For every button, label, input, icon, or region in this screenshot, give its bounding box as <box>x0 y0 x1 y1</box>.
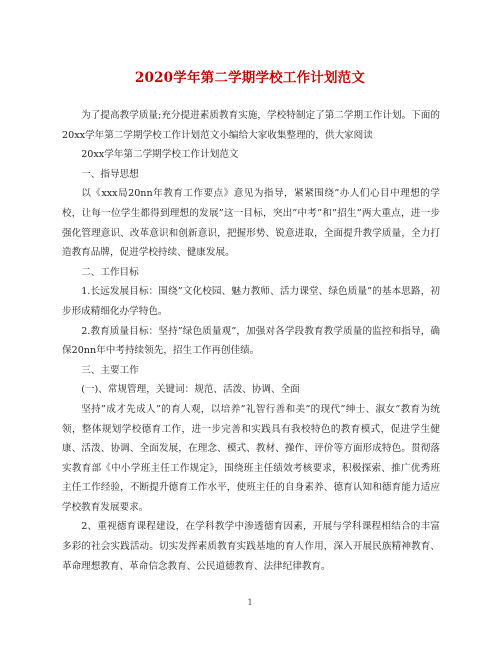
body-paragraph: 坚持”成才先成人”的育人观，以培养”礼智行善和美”的现代”绅士、淑女”教育为统领，整体规划学校德育工作，进一步完善和实践具有我校特色的教育模式，促进学生健康、活泼、协调、全面发展，在理念、模式、教材、操作、评价等方面形成特色。贯彻落实教育部《中小学班主任工作规定》，围绕班主任绩效考核要求，积极探索、推广优秀班主任工作经验，不断提升德育工作水平，使班主任的自身素养、德育认知和德育能力适应学校教育发展要求。 <box>62 403 440 513</box>
subsection-heading-routine-management: (一)、常规管理，关键词：规范、活泼、协调、全面 <box>81 384 300 396</box>
section-heading-work-goals: 二、工作目标 <box>81 266 139 278</box>
body-paragraph: 2、重视德育课程建设，在学科教学中渗透德育因素，开展与学科课程相结合的丰富多彩的社会实践活动。切实发挥素质教育实践基地的育人作用，深入开展民族精神教育、革命理想教育、革命信念教育、公民道德教育、法律纪律教育。 <box>62 521 440 572</box>
section-heading-guiding-thought: 一、指导思想 <box>81 168 139 180</box>
page-number: 1 <box>247 598 253 607</box>
body-paragraph: 1.长远发展目标：围绕”文化校园、魅力教师、活力课堂、绿色质量”的基本思路，初步形成精细化办学特色。 <box>62 286 440 317</box>
body-paragraph: 2.教育质量目标：坚持”绿色质量观”，加强对各学段教育教学质量的监控和指导，确保20nn年中考持续领先，招生工作再创佳绩。 <box>62 325 440 357</box>
body-paragraph: 以《xxx局20nn年教育工作要点》意见为指导，紧紧围绕”办人们心目中理想的学校，让每一位学生都得到理想的发展”这一目标，突出”中考”和”招生”两大重点，进一步强化管理意识、改革意识和创新意识，把握形势、锐意进取，全面提升教学质量，全力打造教育品牌，促进学校持续、健康发展。 <box>62 188 440 259</box>
subtitle-heading: 20xx学年第二学期学校工作计划范文 <box>81 149 239 161</box>
intro-paragraph: 为了提高教学质量;充分提进素质教育实施，学校特制定了第二学期工作计划。下面的20xx学年第二学期学校工作计划范文小编给大家收集整理的，供大家阅读 <box>62 110 440 141</box>
section-heading-main-work: 三、主要工作 <box>81 364 139 376</box>
document-body <box>62 106 440 576</box>
document-title: 2020学年第二学期学校工作计划范文 <box>134 70 366 86</box>
